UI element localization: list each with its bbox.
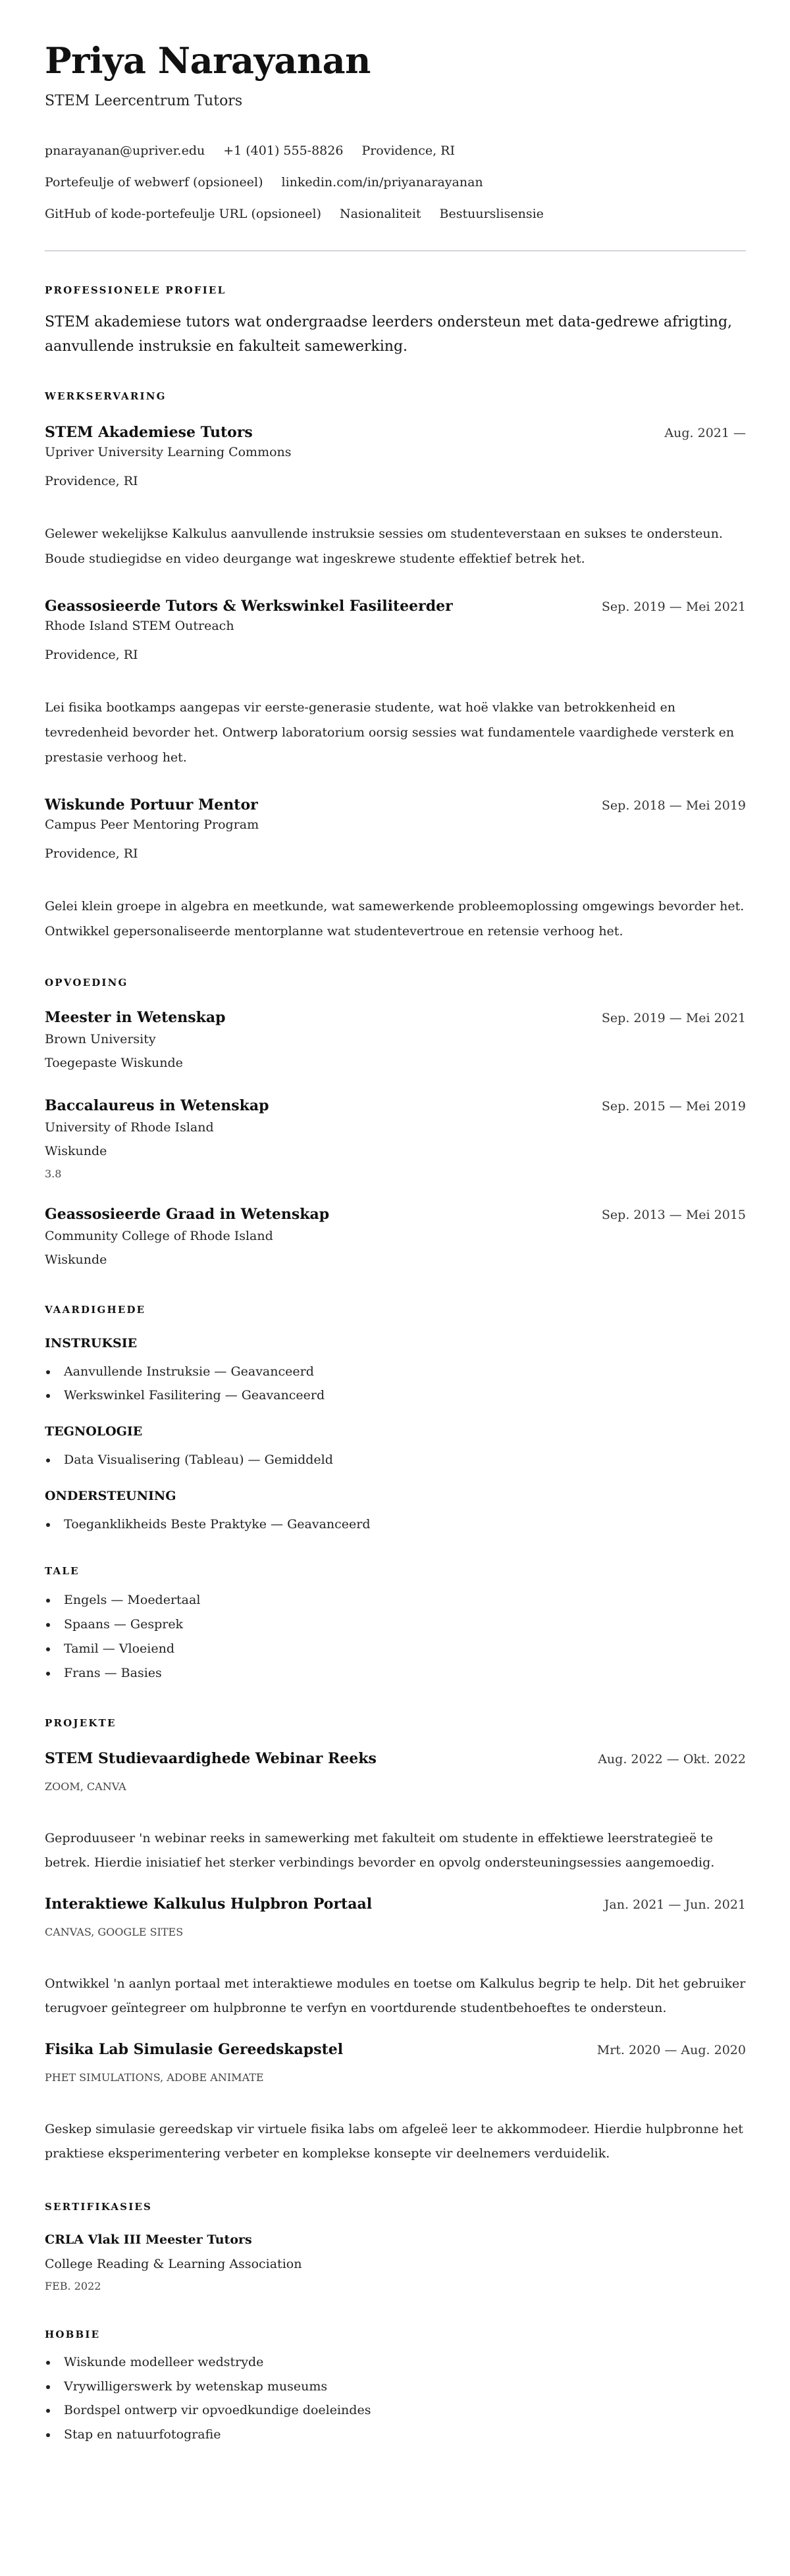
language-item: Spaans — Gesprek bbox=[64, 1612, 746, 1637]
skill-item: Toeganklikheids Beste Praktyke — Geavanceerd bbox=[64, 1512, 746, 1536]
project-description: Geskep simulasie gereedskap vir virtuele fisika labs om afgeleë leer te akkommodeer. Hierdie hulpbronne het praktiese eksperimentering verbeter en komplekse konsepte vir deelnemers verduidelik. bbox=[45, 2122, 743, 2161]
email-link[interactable]: pnarayanan@upriver.edu bbox=[45, 143, 205, 158]
skill-item: Data Visualisering (Tableau) — Gemiddeld bbox=[64, 1448, 746, 1472]
entry-header bbox=[45, 795, 746, 815]
entry-dates: Sep. 2015 — Mei 2019 bbox=[601, 1099, 746, 1114]
entry-header bbox=[45, 1008, 746, 1027]
entry-dates: Aug. 2021 — bbox=[664, 426, 746, 440]
entry-dates: Jan. 2021 — Jun. 2021 bbox=[604, 1897, 746, 1912]
skill-category: TEGNOLOGIE bbox=[45, 1424, 143, 1439]
job-entry bbox=[45, 596, 746, 770]
section-heading-hobbies: HOBBIE bbox=[45, 2329, 101, 2340]
section-heading-profile: PROFESSIONELE PROFIEL bbox=[45, 284, 226, 296]
portfolio-link[interactable]: Portefeulje of webwerf (opsioneel) bbox=[45, 175, 263, 190]
project-entry bbox=[45, 1894, 746, 2020]
section-heading-skills: VAARDIGHEDE bbox=[45, 1304, 146, 1316]
hobby-item: Wiskunde modelleer wedstryde bbox=[64, 2350, 746, 2375]
language-item: Tamil — Vloeiend bbox=[64, 1637, 746, 1661]
entry-title: STEM Akademiese Tutors bbox=[45, 424, 253, 441]
phone: +1 (401) 555-8826 bbox=[223, 143, 344, 158]
entry-dates: Sep. 2018 — Mei 2019 bbox=[601, 798, 746, 813]
contact-row bbox=[45, 172, 746, 192]
job-company: Campus Peer Mentoring Program bbox=[45, 817, 259, 832]
language-item: Engels — Moedertaal bbox=[64, 1588, 746, 1612]
section-heading-languages: TALE bbox=[45, 1565, 80, 1577]
job-company: Upriver University Learning Commons bbox=[45, 445, 292, 459]
location: Providence, RI bbox=[361, 143, 455, 158]
language-item: Frans — Basies bbox=[64, 1661, 746, 1686]
entry-dates: Aug. 2022 — Okt. 2022 bbox=[598, 1752, 746, 1766]
job-description: Lei fisika bootkamps aangepas vir eerste-generasie studente, wat hoë vlakke van betrokkenheid en tevredenheid bevorder het. Ontwerp laboratorium oorsig sessies wat fundamentele vaardighede versterk en prestasie verhoog het. bbox=[45, 700, 735, 765]
project-entry bbox=[45, 2040, 746, 2165]
gpa: 3.8 bbox=[45, 1168, 62, 1180]
drivers-license: Bestuurslisensie bbox=[439, 207, 544, 221]
entry-title: Wiskunde Portuur Mentor bbox=[45, 796, 258, 813]
project-tools: ZOOM, CANVA bbox=[45, 1780, 126, 1793]
skill-category: INSTRUKSIE bbox=[45, 1336, 138, 1351]
linkedin-link[interactable]: linkedin.com/in/priyanarayanan bbox=[281, 175, 483, 190]
header-divider bbox=[45, 250, 746, 251]
skill-list bbox=[45, 1448, 746, 1472]
job-location: Providence, RI bbox=[45, 474, 138, 488]
entry-title: Geassosieerde Graad in Wetenskap bbox=[45, 1206, 330, 1223]
candidate-title: STEM Leercentrum Tutors bbox=[45, 93, 243, 109]
entry-header bbox=[45, 423, 746, 442]
entry-dates: Sep. 2013 — Mei 2015 bbox=[601, 1208, 746, 1222]
project-tools: PHET SIMULATIONS, ADOBE ANIMATE bbox=[45, 2071, 264, 2084]
entry-header bbox=[45, 2040, 746, 2059]
entry-title: Fisika Lab Simulasie Gereedskapstel bbox=[45, 2041, 344, 2058]
profile-summary: STEM akademiese tutors wat ondergraadse leerders ondersteun met data-gedrewe afrigting, aanvullende instruksie en fakulteit samewerking. bbox=[45, 314, 733, 355]
hobby-list bbox=[45, 2350, 746, 2446]
section-heading-certifications: SERTIFIKASIES bbox=[45, 2201, 153, 2213]
language-list bbox=[45, 1588, 746, 1686]
entry-title: Interaktiewe Kalkulus Hulpbron Portaal bbox=[45, 1895, 373, 1913]
project-entry bbox=[45, 1749, 746, 1874]
entry-title: Meester in Wetenskap bbox=[45, 1009, 226, 1026]
contact-row bbox=[45, 141, 746, 161]
section-heading-projects: PROJEKTE bbox=[45, 1717, 117, 1729]
certification-name: CRLA Vlak III Meester Tutors bbox=[45, 2232, 252, 2247]
nationality: Nasionaliteit bbox=[340, 207, 421, 221]
entry-header bbox=[45, 1749, 746, 1768]
skill-list bbox=[45, 1512, 746, 1536]
section-heading-experience: WERKSERVARING bbox=[45, 390, 167, 402]
job-entry bbox=[45, 795, 746, 944]
skill-category: ONDERSTEUNING bbox=[45, 1489, 176, 1503]
job-entry bbox=[45, 423, 746, 571]
education-entry bbox=[45, 1096, 746, 1182]
entry-header bbox=[45, 596, 746, 616]
field-of-study: Wiskunde bbox=[45, 1144, 107, 1158]
job-location: Providence, RI bbox=[45, 846, 138, 861]
job-description: Gelei klein groepe in algebra en meetkunde, wat samewerkende probleemoplossing omgewings bevorder het. Ontwikkel gepersonaliseerde mentorplanne wat studentevertroue en retensie verhoog het. bbox=[45, 899, 745, 939]
job-company: Rhode Island STEM Outreach bbox=[45, 619, 234, 633]
school-name: Community College of Rhode Island bbox=[45, 1229, 273, 1243]
education-entry bbox=[45, 1204, 746, 1270]
entry-header bbox=[45, 1204, 746, 1224]
hobby-item: Vrywilligerswerk by wetenskap museums bbox=[64, 2375, 746, 2399]
certification-issuer: College Reading & Learning Association bbox=[45, 2257, 302, 2271]
entry-title: Geassosieerde Tutors & Werkswinkel Fasiliteerder bbox=[45, 598, 453, 615]
skill-item: Aanvullende Instruksie — Geavanceerd bbox=[64, 1360, 746, 1383]
education-entry bbox=[45, 1008, 746, 1073]
github-link[interactable]: GitHub of kode-portefeulje URL (opsioneel) bbox=[45, 207, 321, 221]
entry-title: STEM Studievaardighede Webinar Reeks bbox=[45, 1750, 377, 1767]
skill-item: Werkswinkel Fasilitering — Geavanceerd bbox=[64, 1383, 746, 1407]
entry-header bbox=[45, 1096, 746, 1116]
candidate-name: Priya Narayanan bbox=[45, 39, 371, 82]
skill-list bbox=[45, 1360, 746, 1407]
project-description: Geproduuseer 'n webinar reeks in samewerking met fakulteit om studente in effektiewe leerstrategieë te betrek. Hierdie inisiatief het sterker verbindings bevorder en opvolg ondersteuningsessies aangemoedig. bbox=[45, 1831, 715, 1870]
project-tools: CANVAS, GOOGLE SITES bbox=[45, 1926, 184, 1938]
school-name: University of Rhode Island bbox=[45, 1120, 214, 1135]
job-description: Gelewer wekelijkse Kalkulus aanvullende instruksie sessies om studenteverstaan en sukses te ondersteun. Boude studiegidse en video deurgange wat ingeskrewe studente effektief betrek het. bbox=[45, 527, 723, 566]
hobby-item: Bordspel ontwerp vir opvoedkundige doeleindes bbox=[64, 2398, 746, 2423]
entry-dates: Sep. 2019 — Mei 2021 bbox=[601, 1011, 746, 1025]
entry-header bbox=[45, 1894, 746, 1914]
section-heading-education: OPVOEDING bbox=[45, 977, 128, 989]
entry-dates: Sep. 2019 — Mei 2021 bbox=[601, 600, 746, 614]
entry-title: Baccalaureus in Wetenskap bbox=[45, 1097, 269, 1114]
job-location: Providence, RI bbox=[45, 648, 138, 662]
field-of-study: Wiskunde bbox=[45, 1252, 107, 1267]
school-name: Brown University bbox=[45, 1032, 156, 1046]
certification-date: FEB. 2022 bbox=[45, 2280, 101, 2292]
contact-row bbox=[45, 204, 746, 224]
field-of-study: Toegepaste Wiskunde bbox=[45, 1056, 183, 1070]
hobby-item: Stap en natuurfotografie bbox=[64, 2423, 746, 2447]
entry-dates: Mrt. 2020 — Aug. 2020 bbox=[596, 2043, 746, 2057]
project-description: Ontwikkel 'n aanlyn portaal met interaktiewe modules en toetse om Kalkulus begrip te help. Dit het gebruiker terugvoer geïntegreer om hulpbronne te verfyn en voortdurende studentbehoeftes te ondersteun. bbox=[45, 1976, 746, 2015]
